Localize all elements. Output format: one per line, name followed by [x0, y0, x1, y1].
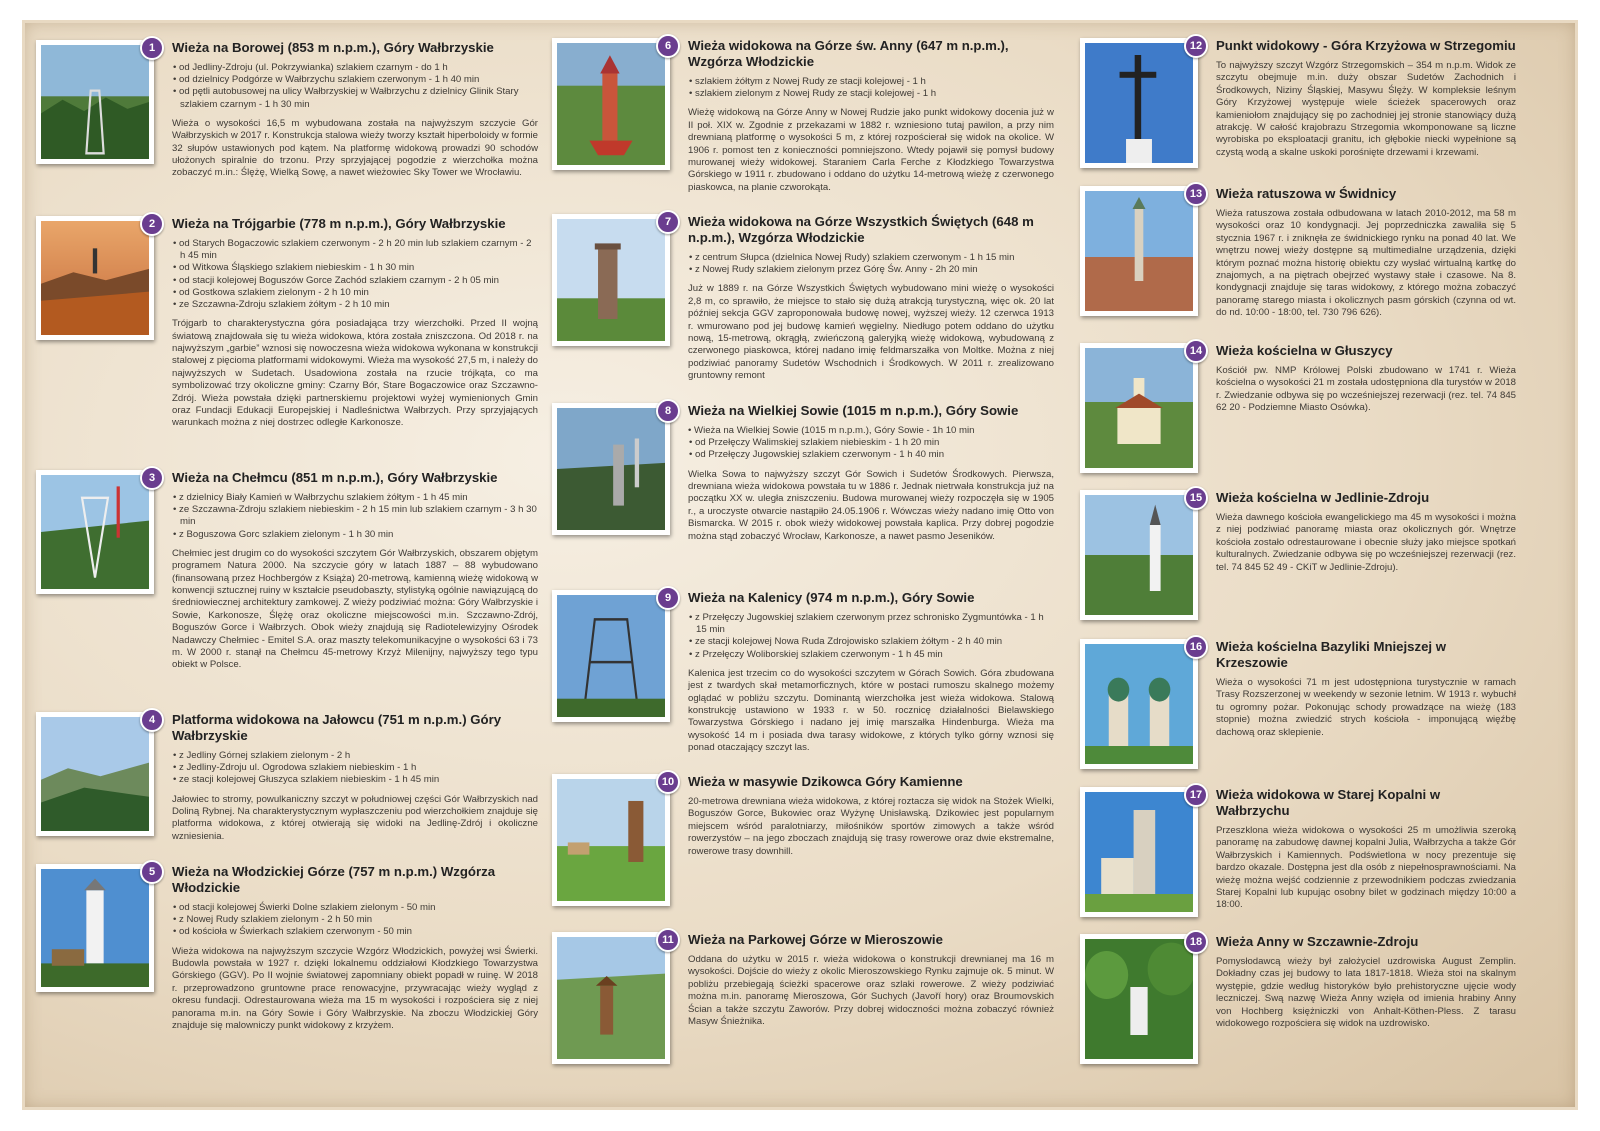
entry-title: Wieża na Parkowej Górze w Mieroszowie: [688, 932, 943, 947]
entry-number-badge: 6: [656, 34, 680, 58]
route-item: • Wieża na Wielkiej Sowie (1015 m n.p.m.), Góry Sowie - 1h 10 min: [688, 425, 1054, 437]
entry-number-badge: 4: [140, 708, 164, 732]
entry-description: Kościół pw. NMP Królowej Polski zbudowano w 1741 r. Wieża kościelna o wysokości 21 m została udostępniona dla turystów w 2018 r. Zwiedzanie odbywa się po wcześniejszej rezerwacji (rez. tel. 74 845 62 20 - Podziemne Miasto Osówka).: [1216, 365, 1516, 414]
route-item: • od stacji kolejowej Boguszów Gorce Zachód szlakiem czarnym - 2 h 05 min: [172, 275, 538, 287]
route-item: • ze Szczawna-Zdroju szlakiem niebieskim - 2 h 15 min lub szlakiem czarnym - 3 h 30 min: [172, 504, 538, 528]
entry-description: Przeszklona wieża widokowa o wysokości 25 m umożliwia szeroką panoramę na zabudowę dawnej kopalni Julia, Wałbrzycha a także Gór Wałbrzyskich i Kamiennych. Podświetlona w nocy prezentuje się bardzo okazale. Dostępna jest dla osób z niepełnosprawnościami. Na wieżę można wejść codziennie z przewodnikiem podczas zwiedzania Starej Kopalni lub kupując osobny bilet w godzinach między 10:00 a 18:00.: [1216, 825, 1516, 911]
entry-number-badge: 16: [1184, 635, 1208, 659]
entry-description: Już w 1889 r. na Górze Wszystkich Świętych wybudowano mini wieżę o wysokości 2,8 m, co sprawiło, że miejsce to stało się dużą atrakcją turystyczną, więc ok. 20 lat później sekcja GGV zaproponowała budowę nowej, wyższej wieży. 12 czerwca 1913 r. wmurowano pod jej budowę kamień węgielny. Niedługo potem oddano do użytku nową, 15-metrową, okrągłą, zwieńczoną galeryjką wieżę widokową, wybudowaną z czerwonego piaskowca, której nadano imię feldmarszałka von Moltke. Można z niej podziwiać panoramy Sudetów Wschodnich i Środkowych. W 2011 r. zrealizowano gruntowny remont: [688, 283, 1054, 382]
entry-title: Wieża na Borowej (853 m n.p.m.), Góry Wałbrzyskie: [172, 40, 494, 55]
photo-jalowiec-platform: [36, 712, 154, 836]
photo-wlodzicka-tower: [36, 864, 154, 992]
photo-parkowa-gora-tower: [552, 932, 670, 1064]
route-item: • ze Szczawna-Zdroju szlakiem żółtym - 2 h 10 min: [172, 299, 538, 311]
photo-kalenica-tower: [552, 590, 670, 722]
entry-description: Trójgarb to charakterystyczna góra posiadająca trzy wierzchołki. Przed II wojną światową znajdowała się tu wieża widokowa, która została zniszczona. Od 2018 r. na najwyższym „garbie” wznosi się nowoczesna wieża widokowa wykonana w konstrukcji stalowej z pięcioma platformami widokowymi. Wieża ma wysokość 27,5 m, i należy do najwyższych w Sudetach. Usadowiona została na rzucie trójkąta, co ma symbolizować trzy okoliczne gminy: Czarny Bór, Stare Bogaczowice oraz Szczawno-Zdrój. Wieża powstała dzięki partnerskiemu projektowi wyżej wymienionych Gmin oraz Fundacji Edukacji Europejskiej i Nadleśnictwa Wałbrzych. Przy sprzyjających warunkach można z niej dostrzec odległe Karkonosze.: [172, 318, 538, 429]
photo-swidnica-town-hall: [1080, 186, 1198, 316]
entry-description: Kalenica jest trzecim co do wysokości szczytem w Górach Sowich. Góra zbudowana jest z twardych skał metamorficznych, które w postaci rumoszu skalnego możemy oglądać w pobliżu szczytu. Dominantą wierzchołka jest wieża widokowa. Stalową konstrukcję ustawiono w 1933 r. w 50. rocznicę działalności Bielawskiego Towarzystwa Górskiego i nadano jej imię marszałka Hindenburga. Wieża ma wysokość 14 m i posiada dwa tarasy widokowe, z których tylko górny wznosi się ponad otaczający szczyt las.: [688, 667, 1054, 754]
route-item: • z Przełęczy Woliborskiej szlakiem czerwonym - 1 h 45 min: [688, 649, 1054, 661]
entry-title: Wieża widokowa na Górze św. Anny (647 m n.p.m.), Wzgórza Włodzickie: [688, 38, 1009, 69]
entry-title: Wieża Anny w Szczawnie-Zdroju: [1216, 934, 1419, 949]
route-list: [172, 238, 538, 311]
route-item: • z dzielnicy Biały Kamień w Wałbrzychu szlakiem żółtym - 1 h 45 min: [172, 492, 538, 504]
route-item: • z Boguszowa Gorc szlakiem zielonym - 1 h 30 min: [172, 529, 538, 541]
brochure-sheet: [22, 20, 1578, 1110]
route-list: [688, 612, 1054, 661]
photo-krzeszow-basilica: [1080, 639, 1198, 769]
route-item: • od stacji kolejowej Świerki Dolne szlakiem zielonym - 50 min: [172, 902, 538, 914]
entry-description: Pomysłodawcą wieży był założyciel uzdrowiska August Zemplin. Dokładny czas jej budowy to lata 1817-1818. Wieża stoi na skalnym występie, gdzie według historyków było prehistoryczne ujęcie wody leczniczej. Swą nazwę Wieża Anny wzięła od imienia hrabiny Anny von Hochberg księżniczki von Anhalt-Köthen-Pless. Z tarasu widokowego rozpościera się widok na uzdrowisko.: [1216, 956, 1516, 1030]
entry-title: Wieża kościelna Bazyliki Mniejszej w Krzeszowie: [1216, 639, 1447, 670]
entry-number-badge: 2: [140, 212, 164, 236]
entry-title: Wieża w masywie Dzikowca Góry Kamienne: [688, 774, 963, 789]
photo-trojgarb-tower: [36, 216, 154, 340]
route-item: • od dzielnicy Podgórze w Wałbrzychu szlakiem czerwonym - 1 h 40 min: [172, 74, 538, 86]
photo-wielka-sowa-tower: [552, 403, 670, 535]
entry-number-badge: 9: [656, 586, 680, 610]
route-item: • od Jedliny-Zdroju (ul. Pokrzywianka) szlakiem czarnym - do 1 h: [172, 62, 538, 74]
photo-borowa-tower: [36, 40, 154, 164]
entry-number-badge: 5: [140, 860, 164, 884]
route-item: • od Gostkowa szlakiem zielonym - 2 h 10 min: [172, 287, 538, 299]
entry-description: Jałowiec to stromy, powulkaniczny szczyt w południowej części Gór Wałbrzyskich nad Doliną Rybnej. Na charakterystycznym wypłaszczeniu pod wierzchołkiem znajduje się platforma widokowa, z której otwierają się widoki na Jedlinę-Zdrój i okoliczne wzniesienia.: [172, 793, 538, 842]
route-item: • z centrum Słupca (dzielnica Nowej Rudy) szlakiem czerwonym - 1 h 15 min: [688, 252, 1054, 264]
entry-description: Wieża o wysokości 16,5 m wybudowana została na najwyższym szczycie Gór Wałbrzyskich w 2017 r. Konstrukcja stalowa wieży tworzy kształt hiperboloidy w formie 32 słupów ustawionych pod kątem. Na platformę widokową prowadzi 90 schodów ułożonych spiralnie do trzonu. Przy sprzyjającej pogodzie z wierzchołka można zobaczyć m.in.: Ślężę, Wielką Sowę, a nawet wieżowiec Sky Tower we Wrocławiu.: [172, 117, 538, 179]
route-item: • ze stacji kolejowej Nowa Ruda Zdrojowisko szlakiem żółtym - 2 h 40 min: [688, 636, 1054, 648]
entry-number-badge: 12: [1184, 34, 1208, 58]
entry-title: Wieża widokowa na Górze Wszystkich Świętych (648 m n.p.m.), Wzgórza Włodzickie: [688, 214, 1034, 245]
entry-title: Wieża na Kalenicy (974 m n.p.m.), Góry Sowie: [688, 590, 975, 605]
route-item: • od kościoła w Świerkach szlakiem czerwonym - 50 min: [172, 926, 538, 938]
photo-jedlina-church: [1080, 490, 1198, 620]
route-list: [172, 62, 538, 111]
entry-title: Wieża kościelna w Głuszycy: [1216, 343, 1393, 358]
entry-number-badge: 13: [1184, 182, 1208, 206]
entry-number-badge: 8: [656, 399, 680, 423]
entry-number-badge: 7: [656, 210, 680, 234]
route-item: • z Przełęczy Jugowskiej szlakiem czerwonym przez schronisko Zygmuntówka - 1 h 15 min: [688, 612, 1054, 636]
route-item: • od Starych Bogaczowic szlakiem czerwonym - 2 h 20 min lub szlakiem czarnym - 2 h 45 min: [172, 238, 538, 262]
entry-number-badge: 11: [656, 928, 680, 952]
entry-number-badge: 3: [140, 466, 164, 490]
entry-title: Wieża na Trójgarbie (778 m n.p.m.), Góry Wałbrzyskie: [172, 216, 506, 231]
route-list: [688, 76, 1054, 100]
entry-number-badge: 17: [1184, 783, 1208, 807]
photo-stara-kopalnia-tower: [1080, 787, 1198, 917]
entry-description: Wieża o wysokości 71 m jest udostępniona turystycznie w ramach Trasy Rozszerzonej w weekendy w sezonie letnim. W 1913 r. wybuchł tu ogromny pożar. Pokonując schody prowadzące na wieżę (183 stopnie) można zwiedzić strych kościoła - imponującą więźbę dachową oraz sklepienie.: [1216, 677, 1516, 738]
entry-description: 20-metrowa drewniana wieża widokowa, z której roztacza się widok na Stożek Wielki, Boguszów Gorce, Bukowiec oraz Wyżynę Unisławską. Dzikowiec jest popularnym miejscem wśród paralotniarzy, miłośników sportów zimowych a także wśród rowerzystów – na jego zboczach znajdują się trasy rowerowe oraz dwie ekstremalne, rowerowe trasy downhill.: [688, 796, 1054, 857]
entry-title: Wieża ratuszowa w Świdnicy: [1216, 186, 1397, 201]
entry-description: Wielka Sowa to najwyższy szczyt Gór Sowich i Sudetów Środkowych. Pierwsza, drewniana wieża widokowa powstała tu w 1886 r. Jednak nietrwała konstrukcja już na początku XX w. uległa zniszczeniu. Budowa murowanej wieży rozpoczęła się w 1905 r., a uroczyste otwarcie nastąpiło 24.05.1906 r. Wówczas wieży nadano imię Otto von Bismarcka. W 2015 r. obok wieży widokowej powstała kaplica. Przy dobrej pogodzie można stąd zobaczyć Wrocław, Karkonosze, a nawet pasmo Jeseników.: [688, 468, 1054, 542]
route-item: • z Jedliny Górnej szlakiem zielonym - 2 h: [172, 750, 538, 762]
entry-title: Wieża na Wielkiej Sowie (1015 m n.p.m.), Góry Sowie: [688, 403, 1019, 418]
entry-description: Oddana do użytku w 2015 r. wieża widokowa o konstrukcji drewnianej ma 16 m wysokości. Dojście do wieży z okolic Mieroszowskiego Rynku zajmuje ok. 5 minut. W pobliżu przebiegają ścieżki spacerowe oraz szlaki rowerowe. Z wieży podziwiać można m.in. panoramę Mieroszowa, Gór Suchych (Javoří hory) oraz Broumovskich Ścian a także szczytu Zaworów. Przy dobrej widoczności można zobaczyć również Masyw Śnieżnika.: [688, 954, 1054, 1028]
entry-title: Wieża na Chełmcu (851 m n.p.m.), Góry Wałbrzyskie: [172, 470, 498, 485]
entry-title: Punkt widokowy - Góra Krzyżowa w Strzegomiu: [1216, 38, 1516, 53]
entry-number-badge: 10: [656, 770, 680, 794]
route-item: • szlakiem zielonym z Nowej Rudy ze stacji kolejowej - 1 h: [688, 88, 1054, 100]
entry-title: Platforma widokowa na Jałowcu (751 m n.p.m.) Góry Wałbrzyskie: [172, 712, 502, 743]
entry-description: Wieża widokowa na najwyższym szczycie Wzgórz Włodzickich, powyżej wsi Świerki. Budowla powstała w 1927 r. dzięki lokalnemu oddziałowi Kłodzkiego Towarzystwa Górskiego (GGV). Po II wojnie światowej zapomniany obiekt popadł w ruinę. W 2018 r. przeprowadzono gruntowne prace renowacyjne, przywracając wieży wygląd z okresu fundacji. Odrestaurowana wieża ma 15 m wysokości i rozpościera się z niej panorama m.in. na Góry Sowie i Góry Wałbrzyskie. Na zboczu Włodzickiej Góry znajduje się malowniczy punkt widokowy z krzyżem.: [172, 945, 538, 1032]
route-list: [172, 902, 538, 939]
entry-description: Chełmiec jest drugim co do wysokości szczytem Gór Wałbrzyskich, obszarem objętym programem Natura 2000. Na szczycie góry w latach 1887 – 88 wybudowano (finansowaną przez Hochbergów z Książa) 20-metrową, kamienną wieżę widokową w konwencji sztucznej ruiny w kształcie pseudobaszty, stylistyką ogólnie nawiązującą do średniowiecznej architektury zamkowej. Z wieży podziwiać można: Góry Wałbrzyskie i Sowie, Karkonosze, Ślężę oraz okoliczne miejscowości m.in. Szczawno-Zdrój, Boguszów Gorce i Wałbrzych. Obok wieży znajdują się Radiotelewizyjny Ośrodek Nadawczy Chełmiec - Emitel S.A. oraz maszty telekomunikacyjne o wysokości 63 i 73 m. W 2000 r. stanął na Chełmcu 45-metrowy Krzyż Milenijny, najwyższy tego typu obiekt w Polsce.: [172, 547, 538, 671]
route-item: • szlakiem żółtym z Nowej Rudy ze stacji kolejowej - 1 h: [688, 76, 1054, 88]
photo-wieza-anny-tower: [1080, 934, 1198, 1064]
photo-gora-krzyzowa-cross: [1080, 38, 1198, 168]
route-item: • od Witkowa Śląskiego szlakiem niebieskim - 1 h 30 min: [172, 262, 538, 274]
photo-chelmiec-tower: [36, 470, 154, 594]
entry-title: Wieża kościelna w Jedlinie-Zdroju: [1216, 490, 1430, 505]
route-list: [688, 425, 1054, 462]
route-item: • od pętli autobusowej na ulicy Wałbrzyskiej w Wałbrzychu z dzielnicy Glinik Stary szlakiem czarnym - 1 h 30 min: [172, 86, 538, 110]
entry-number-badge: 15: [1184, 486, 1208, 510]
photo-dzikowiec-tower: [552, 774, 670, 906]
photo-sw-anna-tower: [552, 38, 670, 170]
entry-description: To najwyższy szczyt Wzgórz Strzegomskich – 354 m n.p.m. Widok ze szczytu obejmuje m.in. duży obszar Sudetów Zachodnich i Środkowych, Niziny Śląskiej, Masywu Ślęży. W kompleksie leśnym Góry Krzyżowej występuje wiele ścieżek spacerowych oraz kamieniołom znajdujący się po zachodniej jej stronie stanowiący dużą atrakcję. W całość krajobrazu Strzegomia wkomponowane są liczne wyrobiska po eksploatacji granitu, ich głębokie niecki wypełnione są czystą wodą a skalne uskoki porośnięte drzewami i krzewami.: [1216, 60, 1516, 158]
entry-number-badge: 14: [1184, 339, 1208, 363]
entry-number-badge: 18: [1184, 930, 1208, 954]
route-item: • z Nowej Rudy szlakiem zielonym przez Górę Św. Anny - 2h 20 min: [688, 264, 1054, 276]
route-item: • ze stacji kolejowej Głuszyca szlakiem niebieskim - 1 h 45 min: [172, 774, 538, 786]
entry-number-badge: 1: [140, 36, 164, 60]
entry-description: Wieża dawnego kościoła ewangelickiego ma 45 m wysokości i można z niej podziwiać panoramę miasta oraz okolicznych gór. Wnętrze kościoła zostało odrestaurowane i obecnie służy jako miejsce spotkań kulturalnych. Zwiedzanie odbywa się po wcześniejszej rezerwacji (rez. tel. 74 845 52 49 - CKiT w Jedlinie-Zdroju).: [1216, 512, 1516, 573]
entry-title: Wieża na Włodzickiej Górze (757 m n.p.m.) Wzgórza Włodzickie: [172, 864, 496, 895]
route-item: • z Nowej Rudy szlakiem zielonym - 2 h 50 min: [172, 914, 538, 926]
photo-wszystkich-swietych-tower: [552, 214, 670, 346]
entry-description: Wieżę widokową na Górze Anny w Nowej Rudzie jako punkt widokowy docenia już w II poł. XIX w. Zgodnie z przekazami w 1882 r. wzniesiono tutaj pawilon, a przy nim drewnianą platformę o wysokości 5 m, z której rozpościerał się widok na okolice. W 1906 r. pomost ten z konieczności pomniejszono. Wtedy pojawił się pomysł budowy murowanej wieży widokowej. Staraniem Carla Ferche z Kłodzkiego Towarzystwa Górskiego w 1911 r. zbudowano i oddano do użytku 14-metrową wieżę z czerwonego piaskowca, na planie czworokąta.: [688, 107, 1054, 193]
photo-gluszyca-church: [1080, 343, 1198, 473]
route-list: [688, 252, 1054, 276]
route-item: • z Jedliny-Zdroju ul. Ogrodowa szlakiem niebieskim - 1 h: [172, 762, 538, 774]
entry-description: Wieża ratuszowa została odbudowana w latach 2010-2012, ma 58 m wysokości oraz 10 kondygnacji. Jej poprzedniczka zawaliła się 5 stycznia 1967 r. i zniknęła ze świdnickiego rynku na ponad 40 lat. We wnętrzu nowej wieży dostępne są multimedialne urządzenia, dzięki którym poznać można historię obiektu czy wysłać wirtualną kartkę do znajomych, a na piętrach obejrzeć wystawy stałe i czasowe. Na 8. kondygnacji znajduje się taras widokowy, z którego można zobaczyć panoramę starego miasta i okolicznych pasm górskich (czynna od wt. do nd. 10:00 - 18:00, tel. 730 796 626).: [1216, 208, 1516, 319]
route-item: • od Przełęczy Jugowskiej szlakiem czerwonym - 1 h 40 min: [688, 449, 1054, 461]
entry-title: Wieża widokowa w Starej Kopalni w Wałbrzychu: [1216, 787, 1441, 818]
route-list: [172, 492, 538, 541]
route-item: • od Przełęczy Walimskiej szlakiem niebieskim - 1 h 20 min: [688, 437, 1054, 449]
route-list: [172, 750, 538, 787]
